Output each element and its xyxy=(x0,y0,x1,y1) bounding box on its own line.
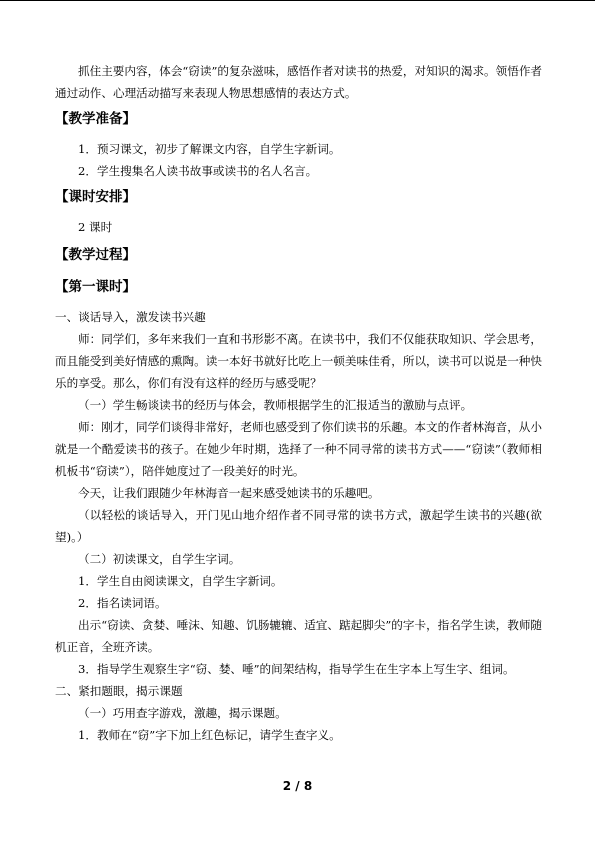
section-1-paragraph: 师：刚才，同学们谈得非常好，老师也感受到了你们读书的乐趣。本文的作者林海音，从小就是一个酷爱读书的孩子。在她少年时期，选择了一种不同寻常的读书方式——“窃读”（教师相机板书“窃读”），陪伴她度过了一段美好的时光。 xyxy=(55,420,542,478)
section-1-paragraph: （一）学生畅谈读书的经历与体会，教师根据学生的汇报适当的激励与点评。 xyxy=(78,398,473,412)
section-1-paragraph: 出示“窃读、贪婪、唾沫、知趣、饥肠辘辘、适宜、踮起脚尖”的字卡，指名学生读，教师随机正音，全班齐读。 xyxy=(55,618,543,654)
heading-preparation: 【教学准备】 xyxy=(55,111,136,127)
section-1-title: 一、谈话导入，激发读书兴趣 xyxy=(55,310,206,324)
prep-item-1: 1．预习课文，初步了解课文内容，自学生字新词。 xyxy=(78,142,341,156)
objective-paragraph: 抓住主要内容，体会“窃读”的复杂滋味，感悟作者对读书的热爱，对知识的渴求。领悟作者通过动作、心理活动描写来表现人物思想感情的表达方式。 xyxy=(55,64,543,100)
section-2-paragraph: 1．教师在“窃”字下加上红色标记，请学生查字义。 xyxy=(78,728,341,742)
section-1-paragraph: （二）初读课文，自学生字词。 xyxy=(78,552,241,566)
heading-schedule: 【课时安排】 xyxy=(55,189,136,205)
schedule-text: 2 课时 xyxy=(78,220,113,234)
page-top-rule xyxy=(0,0,595,1)
document-body xyxy=(55,60,542,746)
heading-lesson-1: 【第一课时】 xyxy=(55,279,136,295)
section-1-paragraph: 1．学生自由阅读课文，自学生字新词。 xyxy=(78,574,283,588)
page-number: 2 / 8 xyxy=(282,779,313,793)
section-2-title: 二、紧扣题眼，揭示课题 xyxy=(55,684,183,698)
section-1-paragraph: 2．指名读词语。 xyxy=(78,596,167,610)
section-1-paragraph: 今天，让我们跟随少年林海音一起来感受她读书的乐趣吧。 xyxy=(78,486,380,500)
section-1-paragraph: 3．指导学生观察生字“窃、婪、唾”的间架结构，指导学生在生字本上写生字、组词。 xyxy=(78,662,515,676)
section-1-paragraph: （以轻松的谈话导入，开门见山地介绍作者不同寻常的读书方式，激起学生读书的兴趣(欲望)。） xyxy=(55,508,542,544)
heading-process: 【教学过程】 xyxy=(55,247,136,263)
section-2-paragraph: （一）巧用查字游戏，激趣，揭示课题。 xyxy=(78,706,287,720)
prep-item-2: 2．学生搜集名人读书故事或读书的名人名言。 xyxy=(78,164,318,178)
section-1-paragraph: 师：同学们，多年来我们一直和书形影不离。在读书中，我们不仅能获取知识、学会思考，而且能受到美好情感的熏陶。读一本好书就好比吃上一顿美味佳肴，所以，读书可以说是一种快乐的享受。那么，你们有没有这样的经历与感受呢？ xyxy=(55,332,542,390)
